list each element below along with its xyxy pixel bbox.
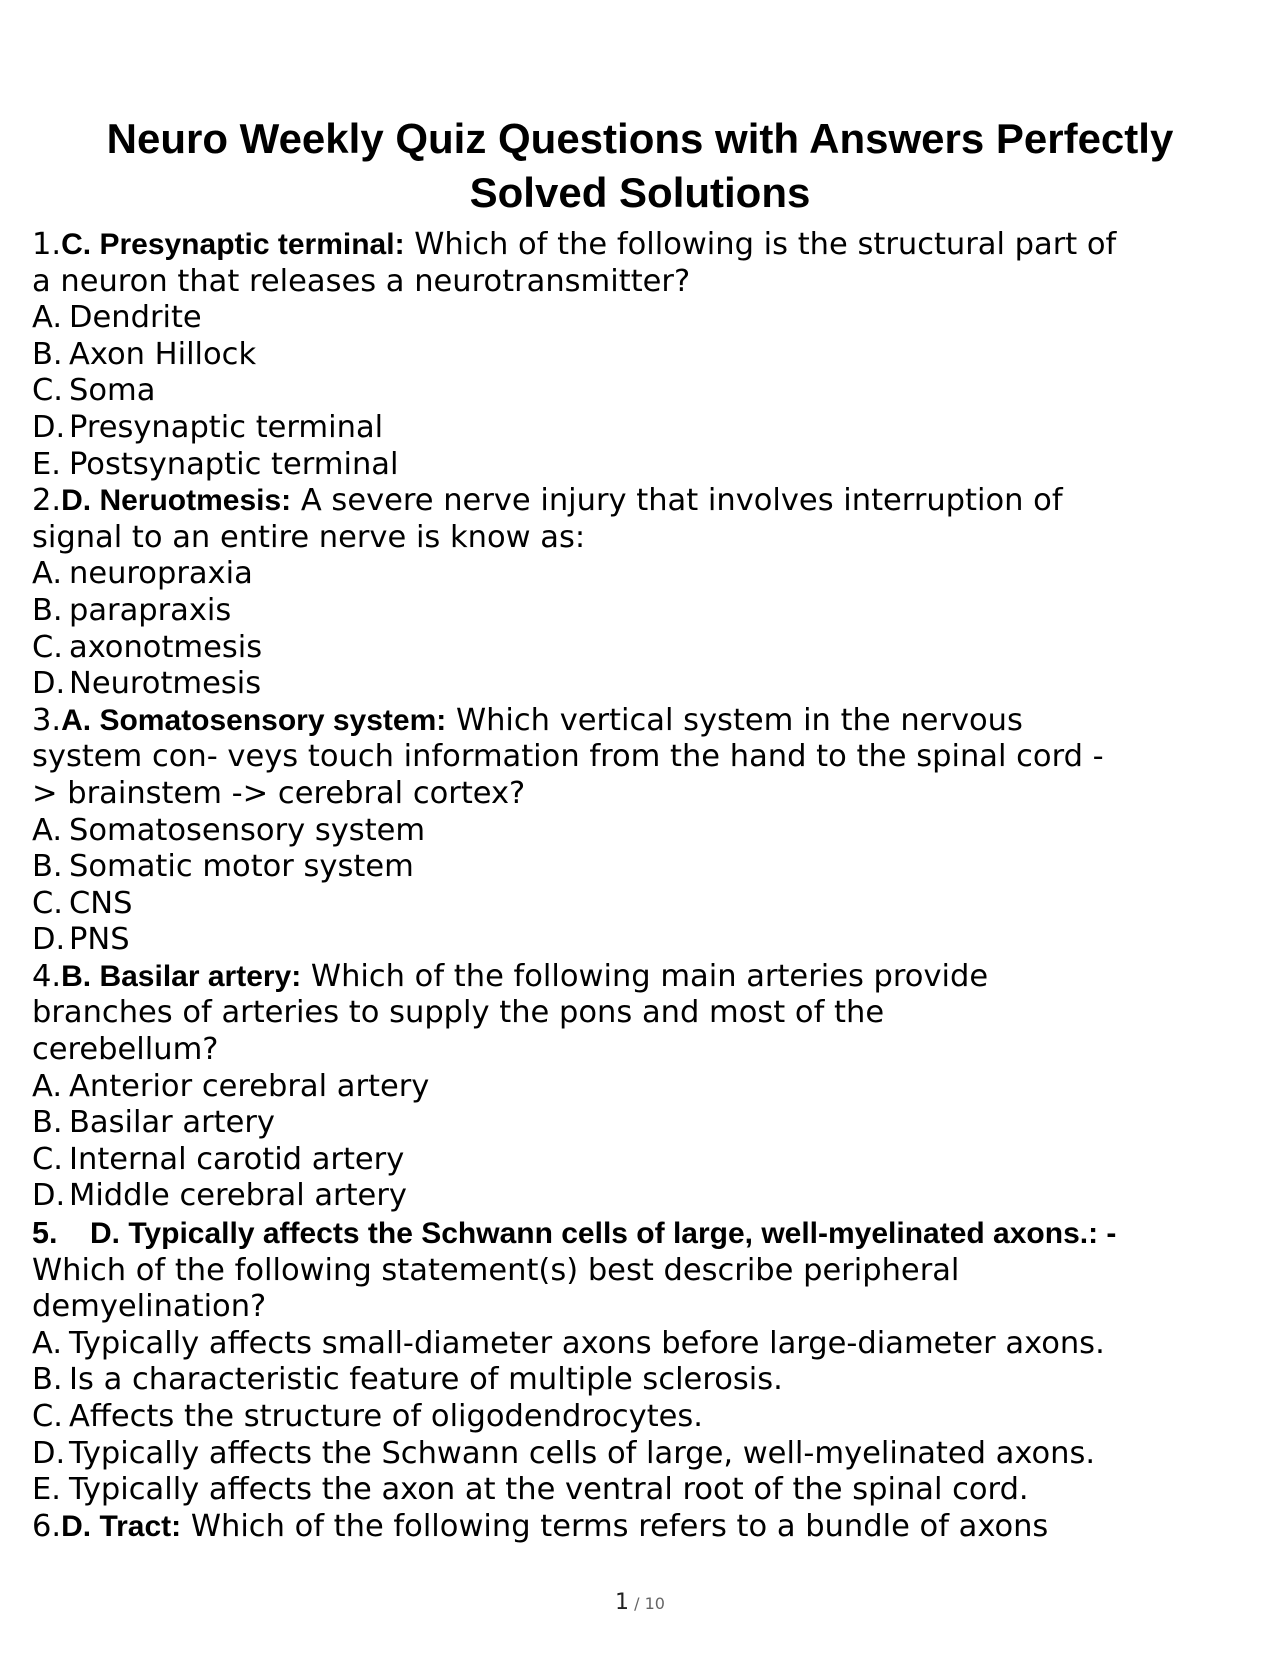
question-text: > brainstem -> cerebral cortex? — [32, 775, 526, 811]
option-item — [32, 886, 1254, 923]
option-item — [32, 1326, 1254, 1363]
question-text: system con- veys touch information from the hand to the spinal cord - — [32, 739, 1104, 775]
option-item — [32, 447, 1254, 484]
option-text: Affects the structure of oligodendrocytes. — [69, 1399, 704, 1434]
option-text: CNS — [69, 885, 133, 921]
answer-label: B. Basilar artery: — [61, 959, 302, 993]
question-text: Which vertical system in the nervous — [446, 702, 1023, 738]
option-item — [32, 630, 1254, 667]
option-item — [32, 1178, 1254, 1215]
option-letter: C. — [32, 373, 63, 409]
option-item — [32, 813, 1254, 850]
option-letter: D. — [32, 922, 66, 958]
question-text: Which of the following is the structural part of — [404, 227, 1117, 262]
option-item — [32, 556, 1254, 593]
option-text: Basilar artery — [69, 1105, 275, 1141]
question-number: 1. — [32, 227, 62, 262]
option-item — [32, 1399, 1254, 1436]
option-letter: B. — [32, 592, 63, 628]
question-line — [32, 959, 1254, 996]
question-text: branches of arteries to supply the pons and most of the — [32, 995, 885, 1031]
option-letter: C. — [32, 885, 63, 921]
option-text: Typically affects the Schwann cells of large, well-myelinated axons. — [69, 1435, 1096, 1471]
option-text: Neurotmesis — [69, 666, 262, 702]
question-line — [32, 1509, 1254, 1546]
title-line-1: Neuro Weekly Quiz Questions with Answers Perfectly — [106, 115, 1174, 162]
question-number: 2. — [32, 483, 62, 519]
option-text: Somatic motor system — [69, 849, 414, 885]
option-item — [32, 922, 1254, 959]
question-line — [32, 703, 1254, 740]
option-letter: C. — [32, 629, 63, 665]
option-item — [32, 1362, 1254, 1399]
question-line — [32, 1215, 1254, 1253]
answer-label: D. Typically affects the Schwann cells of large, well-myelinated axons.: - — [90, 1217, 1117, 1251]
option-text: Typically affects the axon at the ventral root of the spinal cord. — [69, 1472, 1029, 1508]
option-text: Soma — [69, 373, 156, 409]
option-text: neuropraxia — [69, 556, 253, 592]
question-1 — [32, 227, 1254, 483]
option-item — [32, 593, 1254, 630]
option-letter: E. — [32, 446, 61, 482]
answer-label: D. Tract: — [61, 1509, 182, 1543]
option-text: Is a characteristic feature of multiple sclerosis. — [69, 1362, 783, 1398]
option-item — [32, 373, 1254, 410]
question-number: 5. — [32, 1216, 58, 1251]
question-text: A severe nerve injury that involves interruption of — [291, 483, 1063, 519]
question-text: Which of the following statement(s) best describe peripheral — [32, 1252, 960, 1288]
question-number: 6. — [32, 1508, 62, 1544]
option-text: parapraxis — [69, 592, 232, 628]
option-letter: A. — [32, 1068, 63, 1104]
option-text: Somatosensory system — [69, 812, 426, 848]
option-text: PNS — [69, 922, 130, 958]
current-page-number: 1 — [615, 1590, 630, 1615]
option-item — [32, 337, 1254, 374]
option-item — [32, 410, 1254, 447]
page-indicator — [0, 1590, 1280, 1615]
question-line — [32, 483, 1254, 520]
option-text: Middle cerebral artery — [69, 1178, 407, 1214]
option-item — [32, 300, 1254, 337]
option-letter: A. — [32, 812, 63, 848]
option-letter: A. — [32, 1325, 63, 1361]
quiz-content — [32, 227, 1254, 1545]
option-letter: A. — [32, 300, 63, 336]
option-item — [32, 1436, 1254, 1473]
question-text: Which of the following terms refers to a bundle of axons — [181, 1508, 1049, 1544]
question-4 — [32, 959, 1254, 1215]
title-line-2: Solved Solutions — [469, 169, 811, 216]
question-text: cerebellum? — [32, 1032, 219, 1068]
question-2 — [32, 483, 1254, 703]
option-item — [32, 849, 1254, 886]
option-letter: C. — [32, 1399, 63, 1434]
option-text: Dendrite — [69, 300, 202, 336]
option-item — [32, 1142, 1254, 1179]
option-text: Anterior cerebral artery — [69, 1068, 430, 1104]
option-text: Internal carotid artery — [69, 1141, 405, 1177]
option-item — [32, 1472, 1254, 1509]
total-pages: / 10 — [634, 1594, 665, 1613]
option-letter: B. — [32, 1105, 63, 1141]
option-letter: D. — [32, 409, 66, 445]
option-text: Postsynaptic terminal — [69, 446, 399, 482]
answer-label: A. Somatosensory system: — [61, 703, 447, 737]
option-text: axonotmesis — [69, 629, 263, 665]
option-letter: E. — [32, 1472, 61, 1508]
option-letter: D. — [32, 1435, 66, 1471]
question-text: signal to an entire nerve is know as: — [32, 519, 586, 555]
question-6 — [32, 1509, 1254, 1546]
option-text: Axon Hillock — [69, 336, 257, 372]
answer-label: C. Presynaptic terminal: — [61, 228, 405, 261]
option-letter: A. — [32, 556, 63, 592]
option-letter: C. — [32, 1141, 63, 1177]
option-letter: B. — [32, 336, 63, 372]
question-line — [32, 227, 1254, 264]
question-3 — [32, 703, 1254, 959]
option-letter: D. — [32, 666, 66, 702]
question-text: Which of the following main arteries provide — [301, 958, 989, 994]
question-text: a neuron that releases a neurotransmitter? — [32, 263, 691, 299]
answer-label: D. Neruotmesis: — [61, 484, 292, 518]
question-number: 3. — [32, 702, 62, 738]
option-letter: B. — [32, 849, 63, 885]
option-item — [32, 666, 1254, 703]
question-number: 4. — [32, 958, 62, 994]
question-text: demyelination? — [32, 1289, 267, 1325]
option-text: Typically affects small-diameter axons before large-diameter axons. — [69, 1325, 1105, 1361]
document-title — [40, 112, 1240, 220]
option-letter: D. — [32, 1178, 66, 1214]
option-item — [32, 1069, 1254, 1106]
option-letter: B. — [32, 1362, 63, 1398]
question-5 — [32, 1215, 1254, 1509]
option-item — [32, 1105, 1254, 1142]
option-text: Presynaptic terminal — [69, 409, 384, 445]
